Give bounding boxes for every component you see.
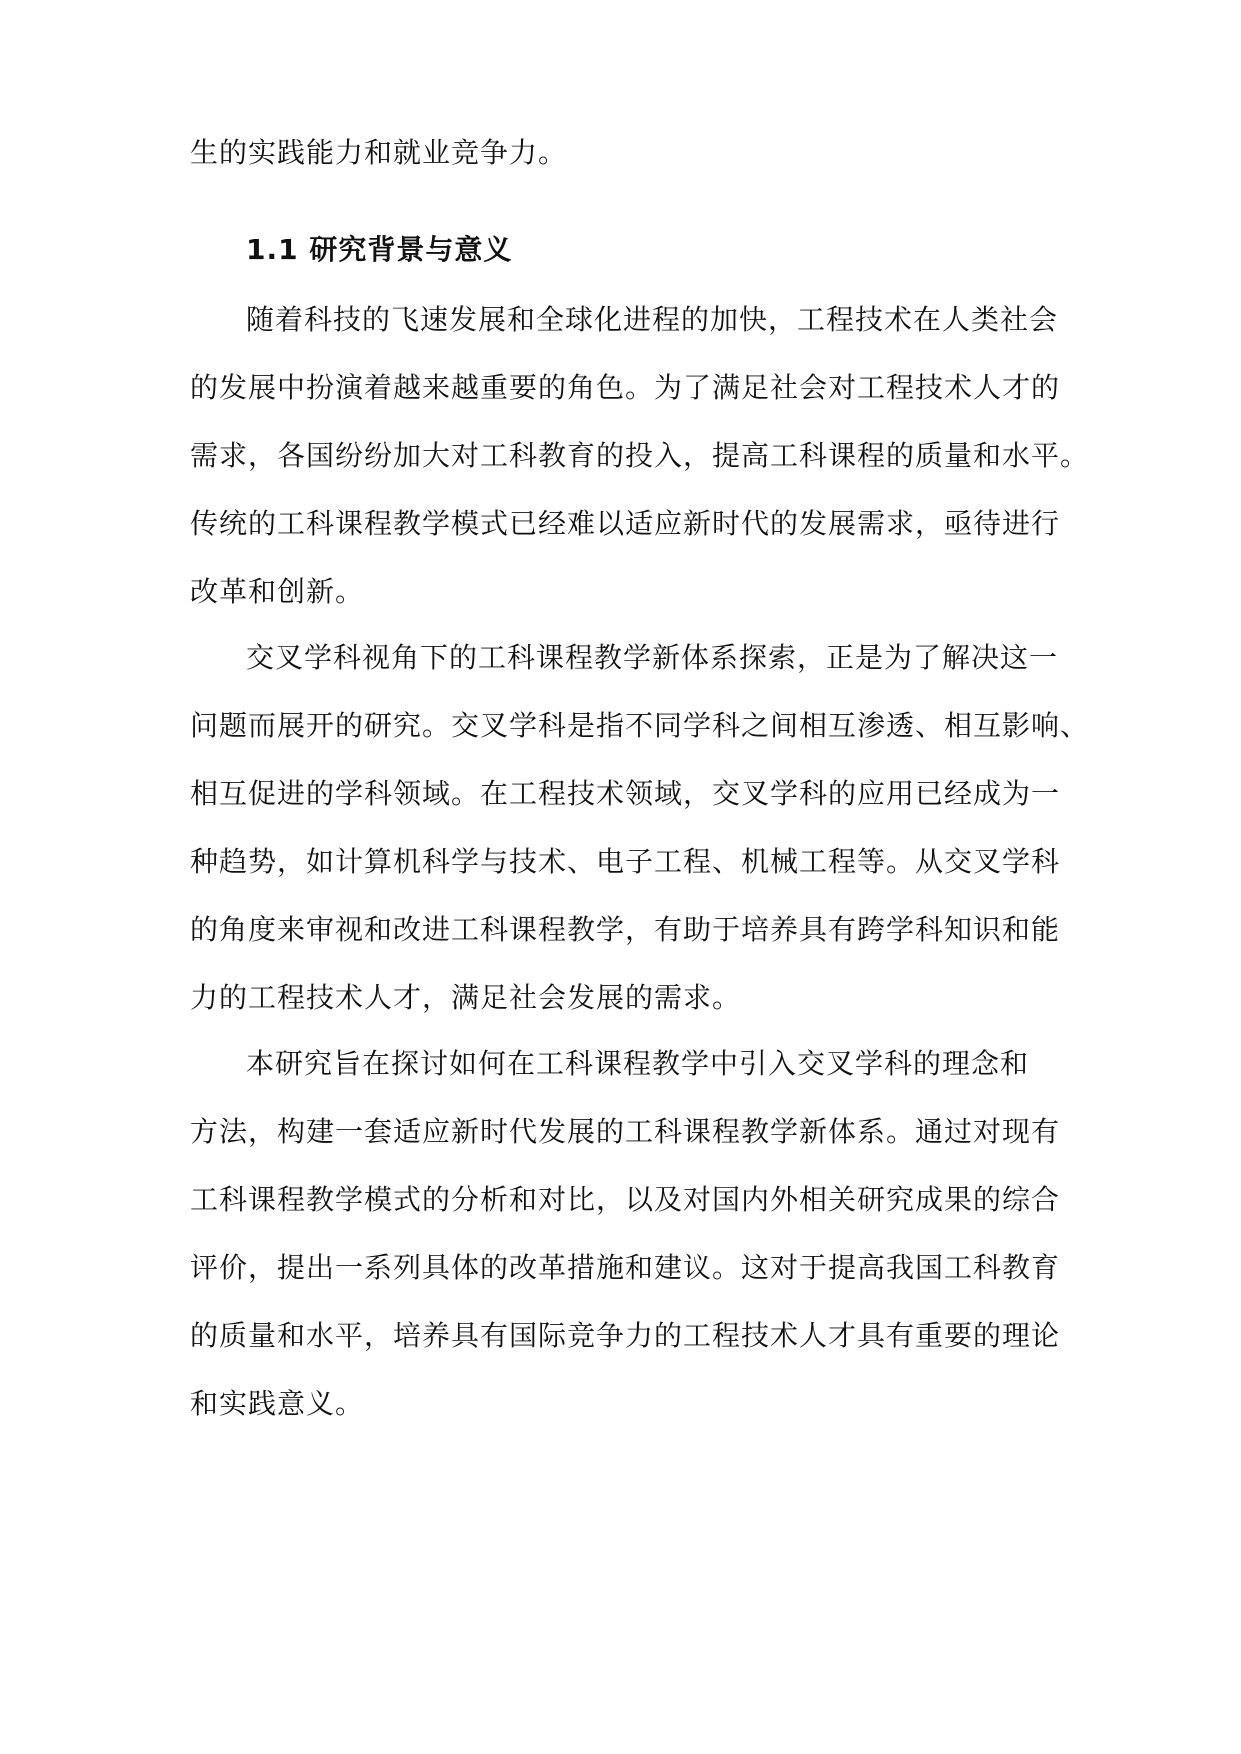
paragraph-line: 的质量和水平，培养具有国际竞争力的工程技术人才具有重要的理论	[190, 1319, 1061, 1352]
paragraph-line: 的角度来审视和改进工科课程教学，有助于培养具有跨学科知识和能	[190, 913, 1061, 946]
continuation-line: 生的实践能力和就业竞争力。	[190, 136, 568, 169]
paragraph-line: 相互促进的学科领域。在工程技术领域，交叉学科的应用已经成为一	[190, 777, 1061, 810]
paragraph-line: 交叉学科视角下的工科课程教学新体系探索，正是为了解决这一	[246, 641, 1059, 674]
paragraph-line: 力的工程技术人才，满足社会发展的需求。	[190, 981, 742, 1014]
paragraph-line: 需求，各国纷纷加大对工科教育的投入，提高工科课程的质量和水平。	[190, 439, 1090, 472]
paragraph-line: 方法，构建一套适应新时代发展的工科课程教学新体系。通过对现有	[190, 1115, 1061, 1148]
paragraph-line: 改革和创新。	[190, 575, 365, 608]
paragraph-line: 工科课程教学模式的分析和对比，以及对国内外相关研究成果的综合	[190, 1183, 1061, 1216]
paragraph-line: 本研究旨在探讨如何在工科课程教学中引入交叉学科的理念和	[246, 1047, 1030, 1080]
paragraph-line: 随着科技的飞速发展和全球化进程的加快，工程技术在人类社会	[246, 303, 1059, 336]
paragraph-line: 评价，提出一系列具体的改革措施和建议。这对于提高我国工科教育	[190, 1251, 1061, 1284]
paragraph-line: 种趋势，如计算机科学与技术、电子工程、机械工程等。从交叉学科	[190, 845, 1061, 878]
paragraph-line: 问题而展开的研究。交叉学科是指不同学科之间相互渗透、相互影响、	[190, 709, 1090, 742]
paragraph-line: 的发展中扮演着越来越重要的角色。为了满足社会对工程技术人才的	[190, 371, 1061, 404]
paragraph-line: 传统的工科课程教学模式已经难以适应新时代的发展需求，亟待进行	[190, 507, 1061, 540]
paragraph-line: 和实践意义。	[190, 1387, 365, 1420]
section-heading: 1.1 研究背景与意义	[246, 233, 513, 266]
